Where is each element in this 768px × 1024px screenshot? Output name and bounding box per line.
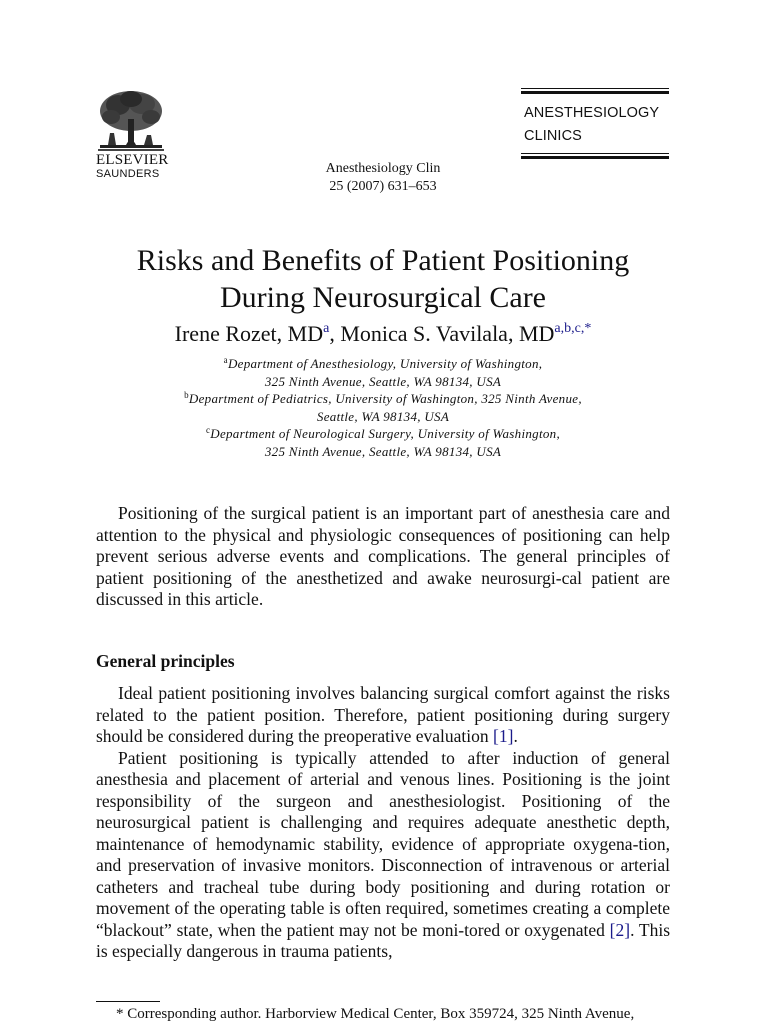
affiliation-mark: c [205, 425, 211, 435]
section-body [96, 683, 670, 963]
affiliation-line: Seattle, WA 98134, USA [316, 408, 450, 424]
affiliation-line: 325 Ninth Avenue, Seattle, WA 98134, USA [264, 373, 502, 389]
body-paragraph: Patient positioning is typically attended to after induction of general anesthesia and placement of arterial and venous lines. Positioning is the joint responsibility of the surgeon and anesthesiologist. Positioning of the neurosurgical patient is challenging and requires adequate anesthetic depth, maintenance of hemodynamic stability, evidence of appropriate oxygena-tion, and preservation of invasive monitors. Disconnection of intravenous or arterial catheters and tracheal tube during body positioning and during rotation or movement of the operating table is often required, sometimes creating a complete “blackout” state, when the patient may not be moni-tored or oxygenated [2]. This is especially dangerous in trauma patients, [96, 747, 671, 961]
section-heading: General principles [96, 651, 235, 671]
affiliation-line: Department of Neurological Surgery, University of Washington, [210, 426, 561, 441]
author-affil-mark[interactable]: a,b,c,* [554, 321, 592, 336]
volume-pages: 25 (2007) 631–653 [329, 179, 437, 194]
affiliation-list [96, 355, 670, 460]
article-title [96, 242, 670, 316]
masthead-bottom-rule [521, 153, 669, 159]
affiliation-line: 325 Ninth Avenue, Seattle, WA 98134, USA [264, 443, 502, 459]
journal-name-line2: CLINICS [524, 128, 582, 144]
corresponding-author-footnote: * Corresponding author. Harborview Medical Center, Box 359724, 325 Ninth Avenue, [116, 1006, 635, 1022]
affiliation-line: Department of Pediatrics, University of Washington, 325 Ninth Avenue, [188, 391, 582, 406]
body-paragraph: Ideal patient positioning involves balancing surgical comfort against the risks related to the patient position. Therefore, patient positioning during surgery should be considered during the preoperative evaluation [1]. [96, 683, 670, 746]
abstract [96, 503, 670, 611]
journal-abbrev: Anesthesiology Clin [325, 161, 441, 176]
affiliation-b [96, 390, 670, 425]
corresponding-author-star[interactable]: * [584, 321, 592, 336]
author-name: Monica S. Vavilala, MD [340, 321, 555, 346]
title-line-2: During Neurosurgical Care [219, 281, 546, 314]
author-list [96, 320, 670, 348]
publisher-imprint: SAUNDERS [96, 168, 160, 180]
author-separator: , [329, 321, 341, 346]
author-affil-mark[interactable]: a [323, 321, 330, 336]
publisher-logo [96, 89, 172, 180]
abstract-paragraph: Positioning of the surgical patient is an important part of anesthesia care and attention to the physical and physiologic consequences of positioning can help prevent serious adverse events and complications. The general principles of patient positioning of the anesthetized and awake neurosurgi-cal patient are discussed in this article. [96, 503, 670, 609]
affiliation-a [96, 355, 670, 390]
publisher-name: ELSEVIER [96, 152, 169, 168]
affiliation-c [96, 425, 670, 460]
title-line-1: Risks and Benefits of Patient Positioning [136, 244, 630, 277]
author-name: Irene Rozet, MD [174, 321, 324, 346]
journal-citation [300, 160, 466, 196]
journal-masthead [521, 88, 669, 159]
tree-logo-icon [96, 89, 166, 153]
footnote-divider [96, 1001, 160, 1002]
reference-link[interactable]: [2] [609, 919, 631, 940]
journal-name-line1: ANESTHESIOLOGY [524, 105, 660, 121]
affiliation-mark: b [184, 390, 189, 400]
affiliation-mark: a [223, 355, 228, 365]
journal-name [521, 94, 669, 153]
reference-link[interactable]: [1] [493, 726, 514, 746]
affiliation-line: Department of Anesthesiology, University of Washington, [227, 356, 543, 371]
